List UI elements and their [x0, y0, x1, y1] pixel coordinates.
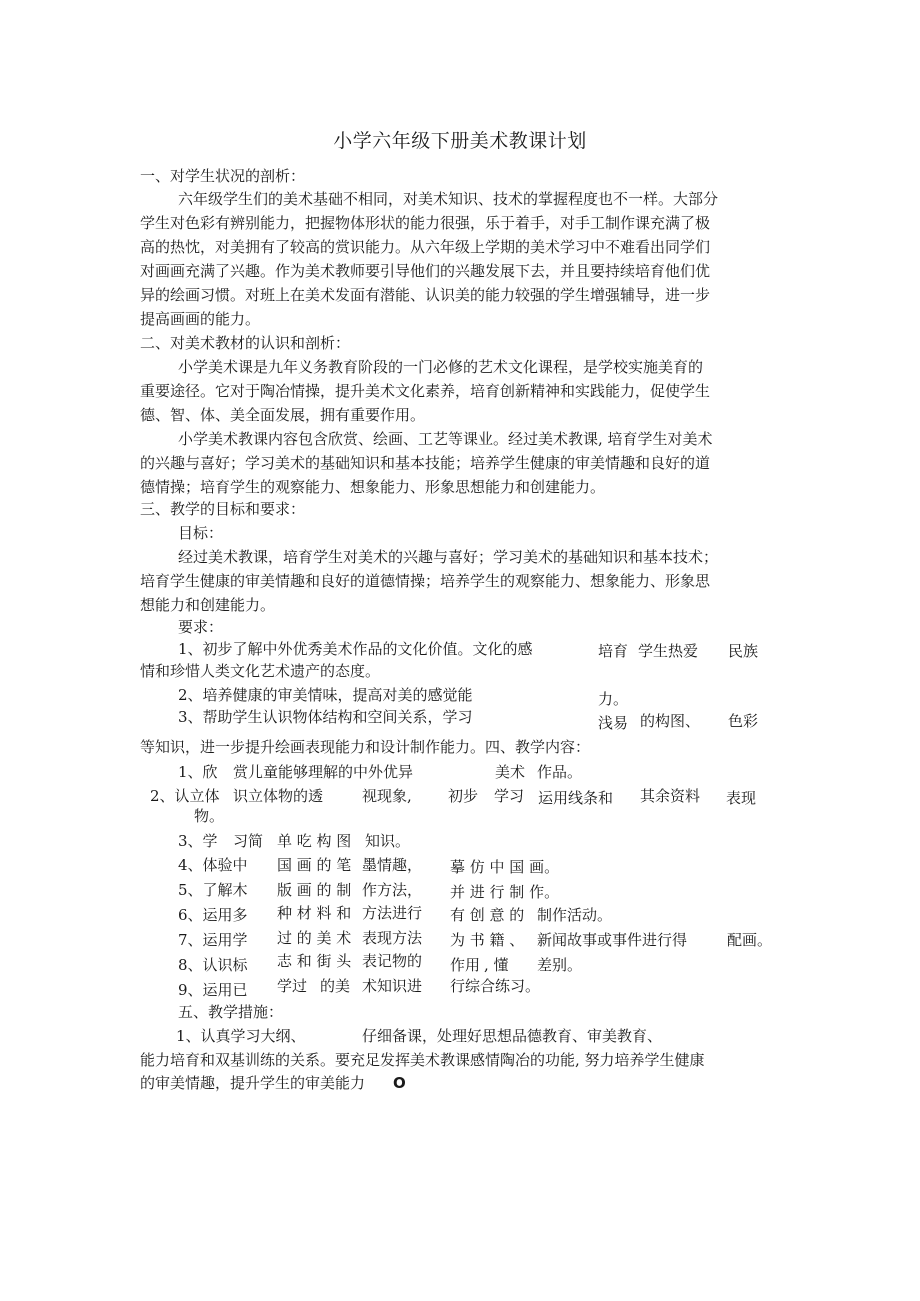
paragraph-line: 提高画画的能力。 — [140, 310, 261, 328]
content-fragment: 有 创 意 的 — [450, 906, 525, 924]
content-fragment: 制作活动。 — [537, 906, 613, 924]
content-item: 7、运用学 — [178, 931, 248, 949]
paragraph-line: 异的绘画习惯。对班上在美术发面有潜能、认识美的能力较强的学生增强辅导，进一步 — [140, 286, 711, 304]
content-fragment: 墨情趣， — [362, 856, 423, 874]
content-fragment: 作品。 — [537, 763, 583, 781]
content-fragment: 差别。 — [537, 956, 583, 974]
measure-fragment: 仔细备课，处理好思想品德教育、审美教育、 — [362, 1027, 663, 1045]
content-fragment: 种 材 料 和 — [277, 904, 352, 922]
requirement-fragment: 浅易 — [598, 714, 629, 732]
content-fragment: , 懂 — [484, 956, 509, 974]
page-title: 小学六年级下册美术教课计划 — [333, 130, 587, 152]
paragraph-line: 学生对色彩有辨别能力，把握物体形状的能力很强，乐于着手，对手工制作课充满了极 — [140, 214, 711, 232]
content-fragment: 表现 — [726, 789, 757, 807]
content-fragment: 摹 仿 中 国 画。 — [450, 858, 560, 876]
content-fragment: 版 画 的 制 — [277, 881, 352, 899]
content-item: 1、欣 — [178, 763, 218, 781]
paragraph-line: 高的热忱，对美拥有了较高的赏识能力。从六年级上学期的美术学习中不难看出同学们 — [140, 238, 711, 256]
content-fragment: 术知识进 — [362, 977, 423, 995]
paragraph-line: 六年级学生们的美术基础不相同，对美术知识、技术的掌握程度也不一样。大部分 — [178, 190, 719, 208]
paragraph-line: 经过美术教课，培育学生对美术的兴趣与喜好；学习美术的基础知识和基本技术； — [178, 548, 719, 566]
content-fragment: 作方法， — [362, 881, 423, 899]
section-heading: 二、对美术教材的认识和剖析： — [140, 334, 351, 352]
content-fragment: 过 的 美 术 — [277, 929, 352, 947]
content-fragment: 国 画 的 笔 — [277, 856, 352, 874]
content-item: 5、了解木 — [178, 881, 248, 899]
content-fragment: 识立体物的透 — [233, 787, 324, 805]
content-item: 9、运用已 — [178, 981, 248, 999]
content-item: 8、认识标 — [178, 956, 248, 974]
requirement-item: 3、帮助学生认识物体结构和空间关系，学习 — [178, 708, 473, 726]
requirement-item: 2、培养健康的审美情味，提高对美的感觉能 — [178, 686, 473, 704]
requirement-line: 情和珍惜人类文化艺术遗产的态度。 — [140, 662, 381, 680]
content-fragment: 习简 — [233, 832, 264, 850]
content-fragment: 学习 — [494, 787, 525, 805]
content-fragment: 表现方法 — [362, 929, 423, 947]
content-fragment: 表记物的 — [362, 952, 423, 970]
paragraph-line: 想能力和创建能力。 — [140, 596, 276, 614]
paragraph-line: 对画画充满了兴趣。作为美术教师要引导他们的兴趣发展下去，并且要持续培育他们优 — [140, 262, 711, 280]
requirement-fragment: 的构图、 — [640, 712, 701, 730]
paragraph-line: 德、智、体、美全面发展，拥有重要作用。 — [140, 406, 426, 424]
paragraph-line: 的审美情趣，提升学生的审美能力 — [140, 1074, 366, 1092]
content-fragment: 的美 — [320, 977, 351, 995]
content-fragment: 知识。 — [365, 832, 411, 850]
content-fragment: 赏儿童能够理解的中外优异 — [233, 763, 414, 781]
requirement-fragment: 民族 — [728, 642, 759, 660]
content-fragment: 志 和 街 头 — [277, 952, 352, 970]
section-heading: 五、教学措施： — [178, 1003, 284, 1021]
paragraph-line: 小学美术教课内容包含欣赏、绘画、工艺等课业。经过美术教课, 培育学生对美术 — [178, 430, 713, 448]
paragraph-line: 能力培育和双基训练的关系。要充足发挥美术教课感情陶冶的功能, 努力培养学生健康 — [140, 1051, 705, 1069]
content-line: 物。 — [194, 807, 225, 825]
content-item: 6、运用多 — [178, 906, 248, 924]
content-fragment: 初步 — [448, 787, 479, 805]
content-fragment: 新闻故事或事件进行得 — [537, 931, 688, 949]
requirement-fragment: 力。 — [598, 690, 629, 708]
trailing-mark: O — [393, 1074, 406, 1092]
goal-label: 目标： — [178, 524, 224, 542]
content-fragment: 行综合练习。 — [450, 977, 541, 995]
section-heading: 一、对学生状况的剖析： — [140, 167, 306, 185]
content-fragment: 美术 — [495, 763, 526, 781]
paragraph-line: 德情操；培育学生的观察能力、想象能力、形象思想能力和创建能力。 — [140, 478, 606, 496]
measure-item: 1、认真学习大纲、 — [176, 1027, 306, 1045]
content-item: 4、体验中 — [178, 856, 248, 874]
requirement-item: 1、初步了解中外优秀美术作品的文化价值。文化的感 — [178, 640, 533, 658]
content-fragment: 学过 — [277, 977, 308, 995]
paragraph-line: 的兴趣与喜好；学习美术的基础知识和基本技能；培养学生健康的审美情趣和良好的道 — [140, 454, 711, 472]
content-item: 2、认立体 — [150, 787, 220, 805]
requirement-label: 要求： — [178, 618, 224, 636]
content-fragment: 作用 — [450, 956, 481, 974]
paragraph-line: 小学美术课是九年义务教育阶段的一门必修的艺术文化课程，是学校实施美育的 — [178, 358, 704, 376]
requirement-fragment: 色彩 — [728, 712, 759, 730]
paragraph-line: 重要途径。它对于陶冶情操，提升美术文化素养，培育创新精神和实践能力，促使学生 — [140, 382, 711, 400]
content-fragment: 并 进 行 制 作。 — [450, 883, 560, 901]
content-item: 3、学 — [178, 832, 218, 850]
content-fragment: 其余资料 — [640, 787, 701, 805]
content-fragment: 运用线条和 — [538, 789, 614, 807]
content-fragment: 视现象, — [362, 787, 412, 805]
section-heading: 三、教学的目标和要求： — [140, 500, 306, 518]
requirement-fragment: 学生热爱 — [638, 642, 699, 660]
content-fragment: 为 书 籍 、 — [450, 931, 525, 949]
content-fragment: 配画。 — [727, 931, 773, 949]
content-fragment: 方法进行 — [362, 904, 423, 922]
requirement-line: 等知识，进一步提升绘画表现能力和设计制作能力。四、教学内容： — [140, 738, 591, 756]
paragraph-line: 培育学生健康的审美情趣和良好的道德情操；培养学生的观察能力、想象能力、形象思 — [140, 572, 711, 590]
requirement-fragment: 培育 — [598, 642, 629, 660]
content-fragment: 单 吃 构 图 — [277, 832, 352, 850]
